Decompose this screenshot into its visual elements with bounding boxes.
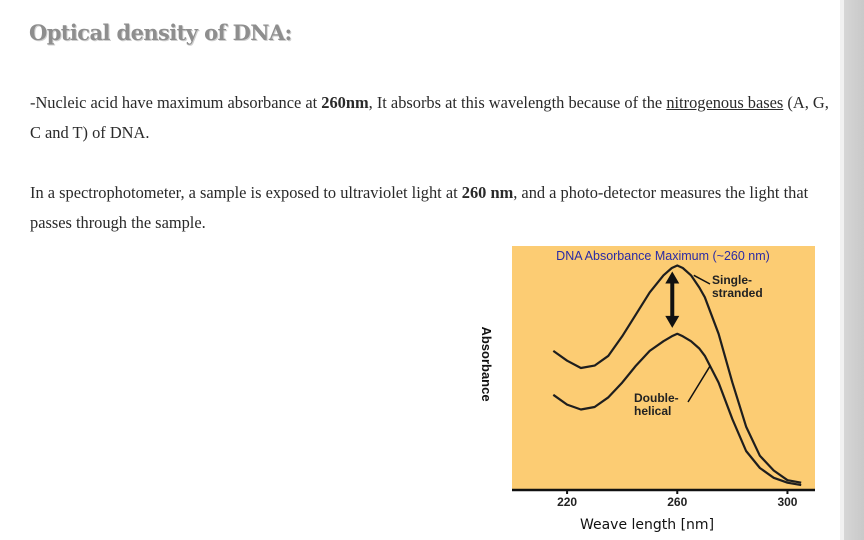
absorbance-chart bbox=[470, 244, 830, 540]
paragraph1-text-c: (A, G, C and T) of DNA. bbox=[30, 93, 829, 142]
nitrogenous-bases-link[interactable]: nitrogenous bases bbox=[666, 93, 784, 112]
paragraph2-text-a: In a spectrophotometer, a sample is exposed to ultraviolet light at bbox=[30, 183, 462, 202]
single-stranded-label: Single-stranded bbox=[712, 273, 763, 300]
slide-title: Optical density of DNA: bbox=[29, 20, 292, 45]
x-tick-label: 260 bbox=[667, 495, 688, 509]
paragraph2-text-b: , and a photo-detector measures the light that passes through the sample. bbox=[30, 183, 809, 232]
x-axis-label: Weave length [nm] bbox=[579, 517, 715, 533]
wavelength-260-nm-emphasis: 260 nm bbox=[461, 183, 514, 202]
wavelength-260nm-emphasis: 260nm bbox=[321, 93, 369, 112]
dna-absorbance-figure bbox=[470, 244, 830, 540]
x-tick-label: 220 bbox=[557, 495, 578, 509]
plot-background bbox=[512, 246, 815, 490]
paragraph-spectrophotometer bbox=[30, 178, 838, 238]
y-axis-label: Absorbance bbox=[479, 326, 494, 402]
paragraph1-text-b: , It absorbs at this wavelength because of the bbox=[368, 93, 667, 112]
x-tick-label: 300 bbox=[777, 495, 798, 509]
paragraph1-text-a: -Nucleic acid have maximum absorbance at bbox=[30, 93, 322, 112]
double-helical-label: Double-helical bbox=[634, 391, 679, 418]
paragraph-absorbance bbox=[30, 88, 838, 148]
chart-title: DNA Absorbance Maximum (~260 nm) bbox=[556, 249, 770, 263]
vertical-scrollbar[interactable] bbox=[840, 0, 864, 540]
